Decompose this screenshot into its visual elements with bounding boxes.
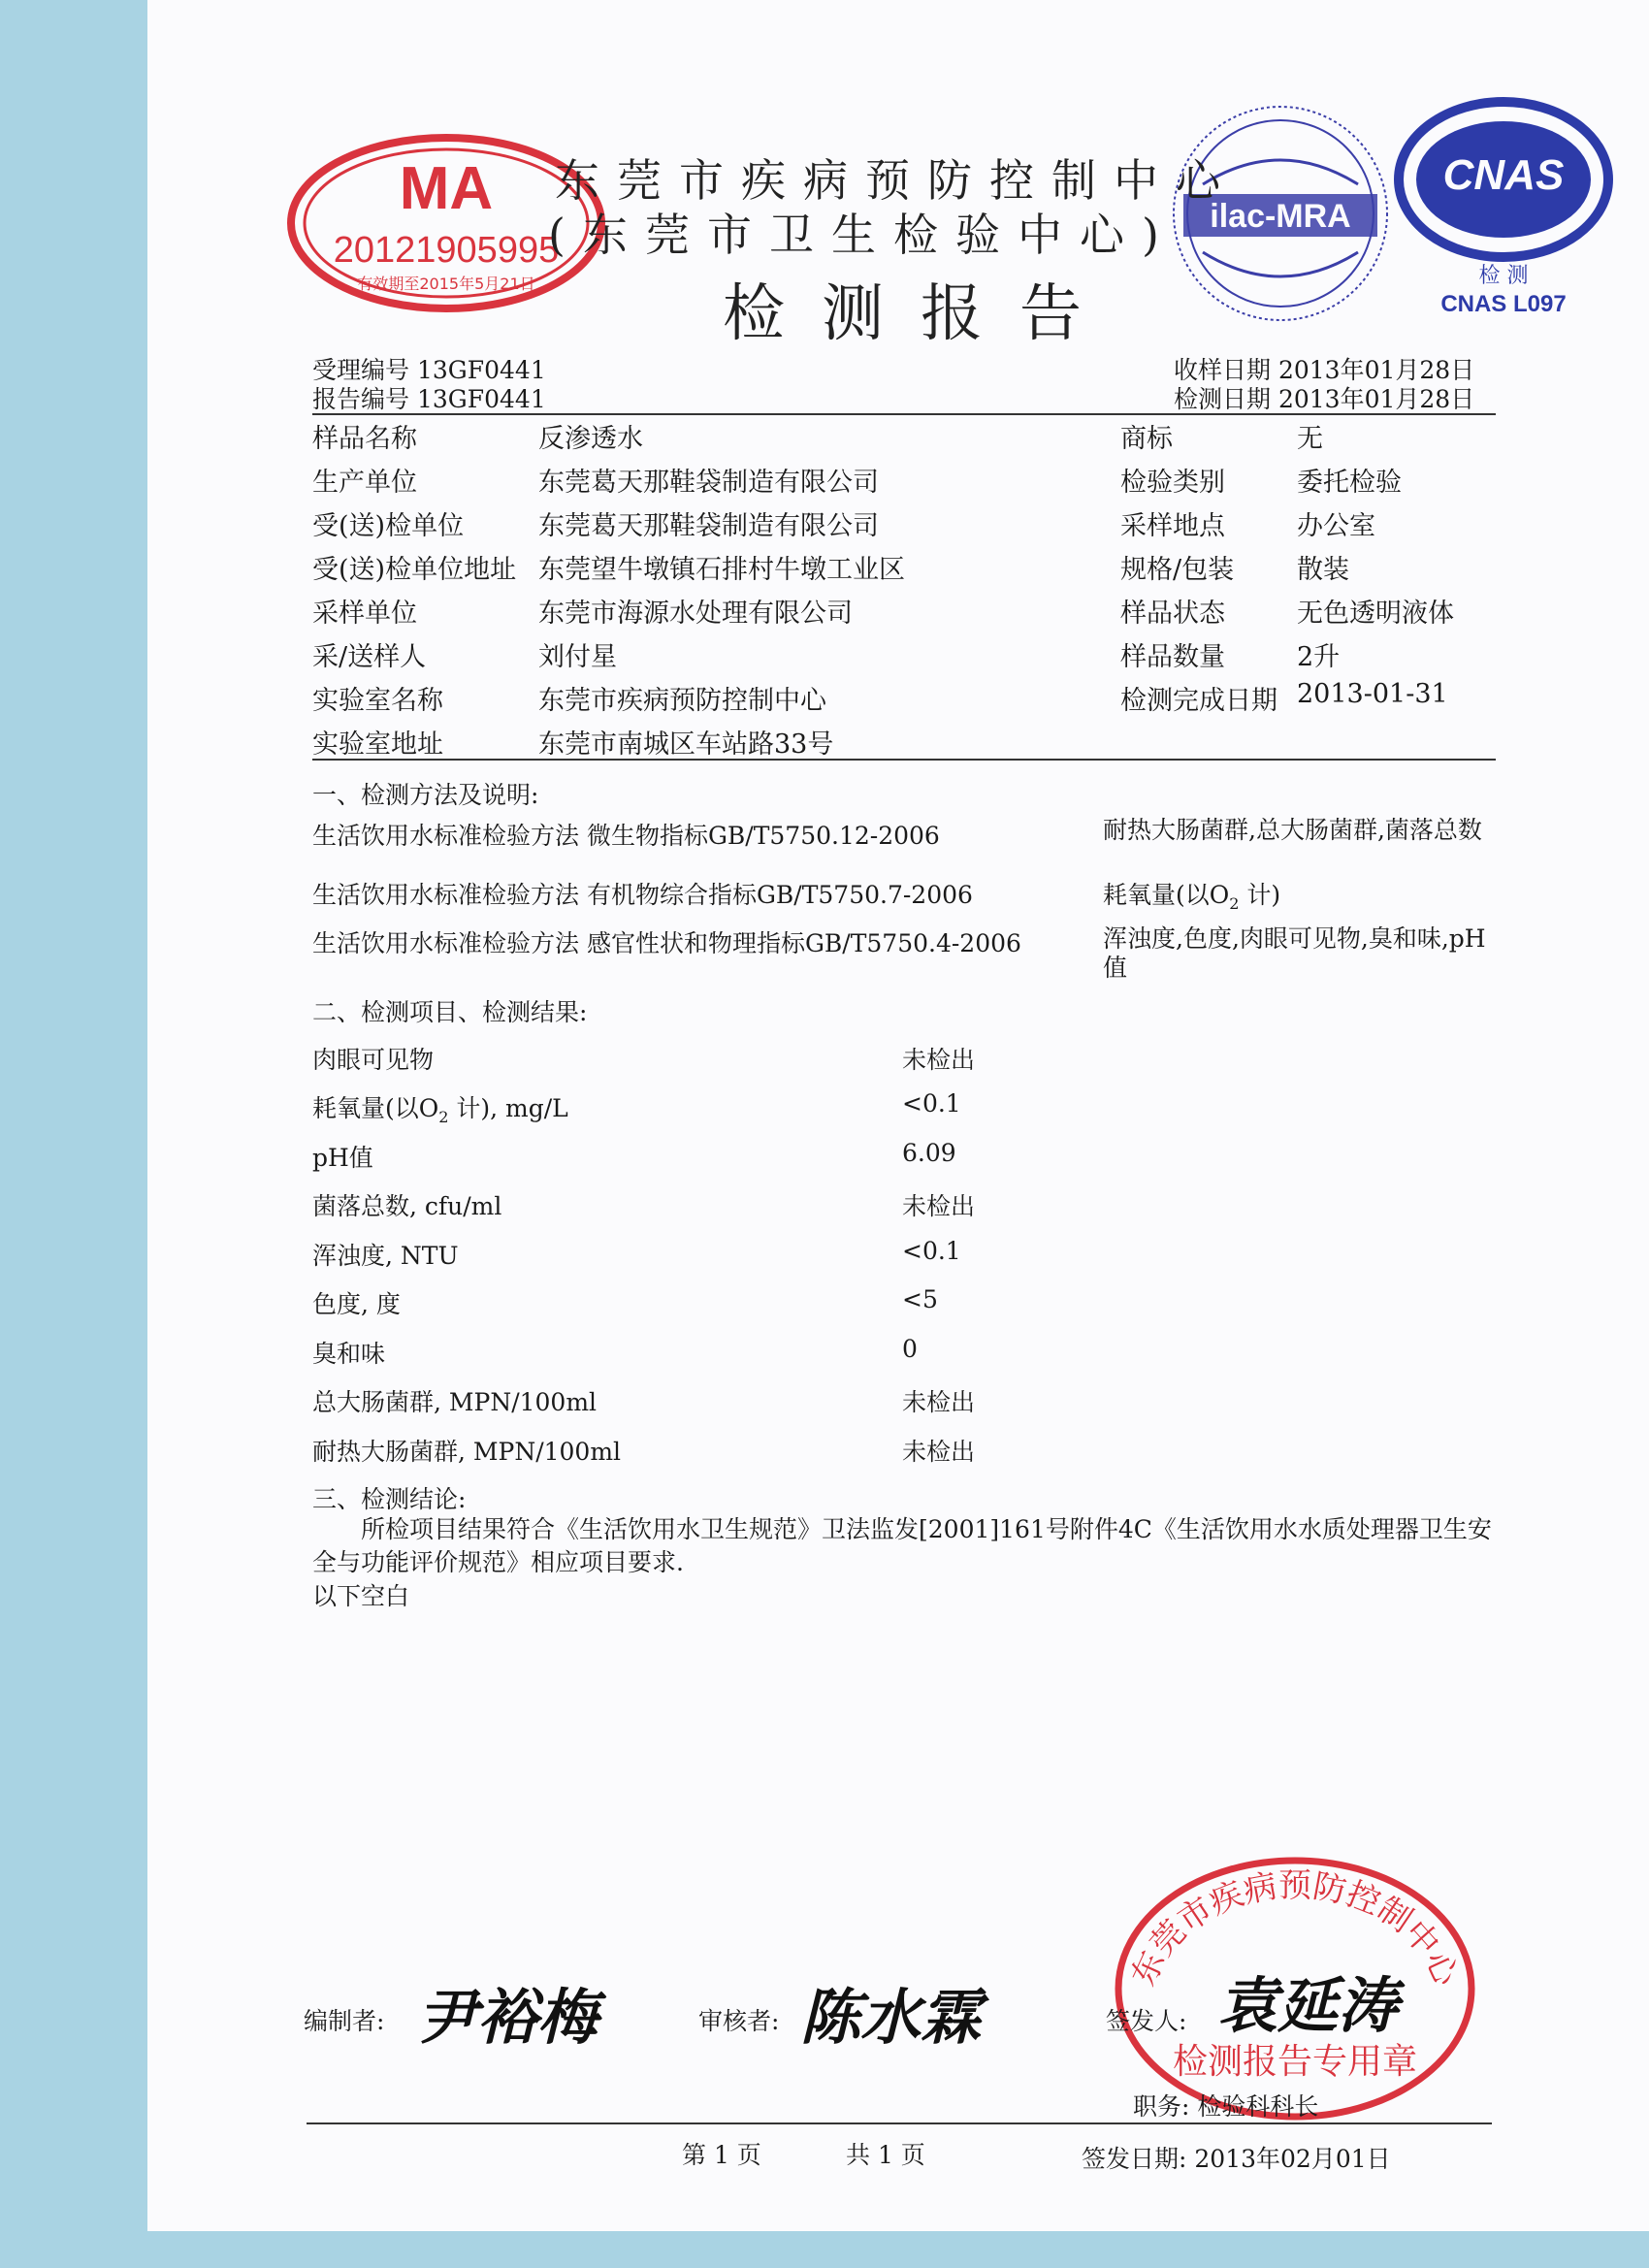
blank-note: 以下空白: [312, 1582, 410, 1610]
report-no: 13GF0441: [416, 385, 546, 413]
issuer-label: 签发人:: [1106, 2007, 1187, 2035]
info-label: 受(送)检单位: [312, 511, 465, 541]
conclusion-text: 所检项目结果符合《生活饮用水卫生规范》卫法监发[2001]161号附件4C《生活饮用水水质处理器卫生安全与功能评价规范》相应项目要求.: [312, 1515, 1492, 1576]
result-item: 菌落总数, cfu/ml: [312, 1192, 502, 1220]
org-line-1: 东莞市疾病预防控制中心: [555, 154, 1238, 207]
result-value: 0: [902, 1335, 918, 1363]
info-label: 检测完成日期: [1120, 686, 1277, 716]
section2-title: 二、检测项目、检测结果:: [312, 998, 588, 1026]
info-label: 样品数量: [1120, 642, 1225, 672]
issue-date: 2013年02月01日: [1194, 2145, 1391, 2173]
info-value: 无色透明液体: [1297, 599, 1454, 629]
result-item: 耐热大肠菌群, MPN/100ml: [312, 1438, 622, 1466]
info-label: 规格/包装: [1120, 555, 1235, 585]
info-value: 东莞市海源水处理有限公司: [538, 599, 853, 629]
compiler-signature: 尹裕梅: [417, 1982, 598, 2053]
info-value: 2013-01-31: [1297, 679, 1448, 709]
result-item: 肉眼可见物: [312, 1046, 435, 1074]
section1-title: 一、检测方法及说明:: [312, 781, 539, 809]
method-items: 耐热大肠菌群,总大肠菌群,菌落总数: [1103, 816, 1482, 844]
info-value: 东莞市疾病预防控制中心: [538, 686, 826, 716]
issuer-signature: 袁延涛: [1217, 1970, 1399, 2041]
position-row: [1133, 2088, 1318, 2122]
info-value: 反渗透水: [538, 424, 643, 454]
test-date-row: [1174, 380, 1474, 415]
section3-title: 三、检测结论:: [312, 1485, 467, 1513]
position-value: 检验科科长: [1197, 2092, 1319, 2121]
report-title: 检测报告: [723, 278, 1118, 350]
result-value: 6.09: [902, 1139, 956, 1167]
reviewer-label: 审核者:: [698, 2007, 780, 2035]
info-label: 受(送)检单位地址: [312, 555, 517, 585]
cnas-seal: [1387, 92, 1620, 315]
info-value: 无: [1297, 424, 1323, 454]
result-item: 色度, 度: [312, 1290, 401, 1318]
result-value: <0.1: [902, 1237, 961, 1265]
divider-top: [312, 413, 1496, 415]
info-label: 商标: [1120, 424, 1173, 454]
stamp-bottom-text: 检测报告专用章: [1172, 2042, 1418, 2082]
result-value: <5: [902, 1285, 938, 1313]
info-value: 办公室: [1297, 511, 1375, 541]
info-label: 样品状态: [1120, 599, 1225, 629]
cnas-sub: 检 测: [1478, 264, 1529, 288]
info-value: 东莞葛天那鞋袋制造有限公司: [538, 511, 879, 541]
reviewer-signature: 陈水霖: [800, 1982, 982, 2053]
result-item: 总大肠菌群, MPN/100ml: [312, 1388, 598, 1416]
result-item: 臭和味: [312, 1340, 386, 1368]
result-value: <0.1: [902, 1089, 961, 1118]
info-label: 采样地点: [1120, 511, 1225, 541]
info-value: 东莞市南城区车站路33号: [538, 729, 834, 760]
info-label: 生产单位: [312, 468, 417, 498]
info-value: 2升: [1297, 642, 1341, 672]
info-value: 东莞望牛墩镇石排村牛墩工业区: [538, 555, 905, 585]
info-value: 刘付星: [538, 642, 617, 672]
method-text: 生活饮用水标准检验方法 微生物指标GB/T5750.12-2006: [312, 822, 940, 850]
info-label: 实验室名称: [312, 686, 443, 716]
report-no-row: [312, 380, 546, 415]
cma-validity: 有效期至2015年5月21日: [357, 275, 535, 293]
info-value: 散装: [1297, 555, 1349, 585]
issue-date-row: [1082, 2140, 1391, 2175]
info-label: 采/送样人: [312, 642, 427, 672]
info-label: 样品名称: [312, 424, 417, 454]
position-label: 职务:: [1133, 2092, 1190, 2121]
result-item: 浑浊度, NTU: [312, 1242, 459, 1270]
divider-footer: [307, 2122, 1492, 2124]
result-value: 未检出: [902, 1046, 976, 1074]
info-value: 东莞葛天那鞋袋制造有限公司: [538, 468, 879, 498]
org-line-2: (东莞市卫生检验中心): [548, 209, 1177, 261]
info-value: 委托检验: [1297, 468, 1402, 498]
issue-date-label: 签发日期:: [1082, 2145, 1187, 2173]
result-value: 未检出: [902, 1438, 976, 1466]
method-items: 浑浊度,色度,肉眼可见物,臭和味,pH值: [1103, 924, 1486, 982]
test-date: 2013年01月28日: [1277, 385, 1475, 413]
cnas-text: CNAS: [1442, 151, 1565, 199]
method-text: 生活饮用水标准检验方法 有机物综合指标GB/T5750.7-2006: [312, 881, 973, 909]
info-label: 实验室地址: [312, 729, 443, 760]
accept-no-label: 受理编号: [312, 356, 410, 384]
cma-text: MA: [399, 155, 494, 222]
receive-date: 2013年01月28日: [1277, 356, 1475, 384]
cnas-number: CNAS L097: [1440, 291, 1567, 315]
method-items: 耗氧量(以$O_2$ 计): [1103, 881, 1281, 913]
report-no-label: 报告编号: [312, 385, 410, 413]
ilac-mra-seal: [1164, 97, 1397, 330]
divider-info: [312, 759, 1496, 761]
result-item: 耗氧量(以$O_2$ 计), mg/L: [312, 1094, 568, 1126]
result-item: pH值: [312, 1144, 373, 1172]
receive-date-label: 收样日期: [1174, 356, 1272, 384]
stamp-top-text: 东莞市疾病预防控制中心: [1123, 1866, 1467, 1992]
result-value: 未检出: [902, 1388, 976, 1416]
ilac-text: ilac-MRA: [1210, 198, 1351, 235]
test-date-label: 检测日期: [1174, 385, 1272, 413]
info-label: 采样单位: [312, 599, 417, 629]
info-label: 检验类别: [1120, 468, 1225, 498]
page-total: 共 1 页: [846, 2141, 925, 2169]
compiler-label: 编制者:: [304, 2007, 385, 2035]
result-value: 未检出: [902, 1192, 976, 1220]
accept-no: 13GF0441: [416, 356, 546, 384]
cma-number: 20121905995: [333, 230, 560, 271]
page-number: 第 1 页: [682, 2141, 761, 2169]
method-text: 生活饮用水标准检验方法 感官性状和物理指标GB/T5750.4-2006: [312, 929, 1021, 957]
